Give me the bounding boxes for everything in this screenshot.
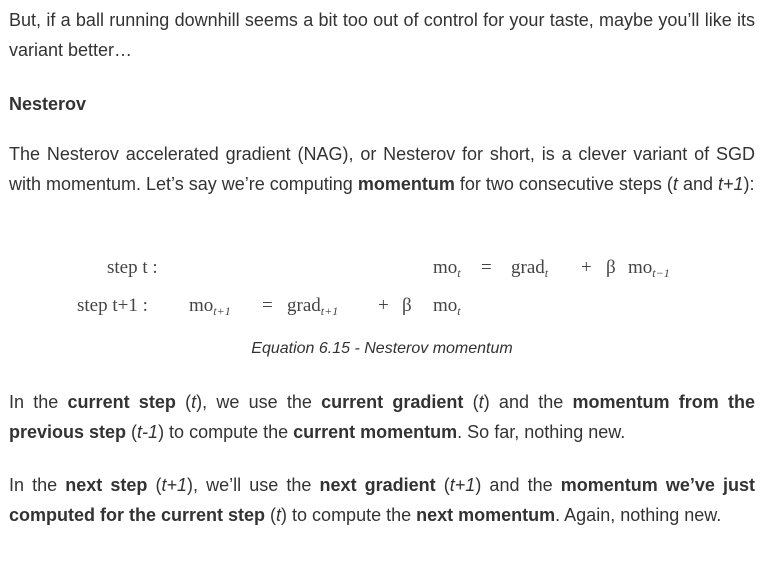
text-run: ): bbox=[743, 174, 755, 194]
bold-term: current step bbox=[67, 392, 176, 412]
section-heading: Nesterov bbox=[9, 94, 87, 114]
equation-row1-equals: = bbox=[481, 257, 492, 278]
bold-term: momentum bbox=[357, 174, 455, 194]
equation-row1-plus: + bbox=[581, 257, 592, 278]
equation-row1-lhs: $mo_t$ bbox=[433, 257, 461, 280]
intro-paragraph: But, if a ball running downhill seems a bit too out of control for your taste, maybe you’ll like its variant better… bbox=[9, 10, 755, 60]
nesterov-description-paragraph bbox=[9, 139, 755, 199]
bold-term: current gradient bbox=[321, 392, 464, 412]
equation-row1-grad: grad$_t$ bbox=[511, 257, 549, 280]
equation-row2-label: step t+1 : bbox=[77, 295, 148, 316]
next-step-paragraph: In the next step (t+1), we’ll use the next gradient (t+1) and the momentum we’ve just computed for the current step (t) to compute the next momentum. Again, nothing new. bbox=[9, 475, 755, 525]
italic-term: t+1 bbox=[449, 475, 476, 495]
equation-row1-beta: β bbox=[606, 257, 616, 278]
equation-row2-grad: grad$_{t+1}$ bbox=[287, 295, 339, 318]
equation-row2-lhs: $mo_{t+1}$ bbox=[189, 295, 231, 318]
italic-term: t-1 bbox=[137, 422, 159, 442]
bold-term: momentum we’ve just computed for the current step bbox=[9, 475, 755, 525]
italic-term: t+1 bbox=[161, 475, 188, 495]
bold-term: momentum from the previous step bbox=[9, 392, 755, 442]
current-step-paragraph: In the current step (t), we use the current gradient (t) and the momentum from the previous step (t-1) to compute the current momentum. So far, nothing new. bbox=[9, 392, 755, 442]
bold-term: current momentum bbox=[293, 422, 458, 442]
bold-term: next momentum bbox=[416, 505, 556, 525]
italic-term: t+1 bbox=[717, 174, 744, 194]
italic-term: t bbox=[191, 392, 197, 412]
italic-term: t bbox=[478, 392, 484, 412]
italic-term: t bbox=[672, 174, 678, 194]
equation-row1-label: step t : bbox=[107, 257, 158, 278]
text-run: for two consecutive steps ( bbox=[454, 174, 673, 194]
equation-row2-beta: β bbox=[402, 295, 412, 316]
equation-row2-mo: $mo_t$ bbox=[433, 295, 461, 318]
text-run: The Nesterov accelerated gradient (NAG), or Nesterov for short, is a clever variant of SGD with momentum. Let’s say we’re computing bbox=[9, 144, 755, 194]
italic-term: t bbox=[276, 505, 282, 525]
equation-row2-equals: = bbox=[262, 295, 273, 316]
equation-row2-plus: + bbox=[378, 295, 389, 316]
text-run: and bbox=[677, 174, 718, 194]
bold-term: next gradient bbox=[319, 475, 436, 495]
bold-term: next step bbox=[65, 475, 148, 495]
equation-caption: Equation 6.15 - Nesterov momentum bbox=[251, 340, 513, 357]
equation-row1-mo: $mo_{t-1}$ bbox=[628, 257, 670, 280]
